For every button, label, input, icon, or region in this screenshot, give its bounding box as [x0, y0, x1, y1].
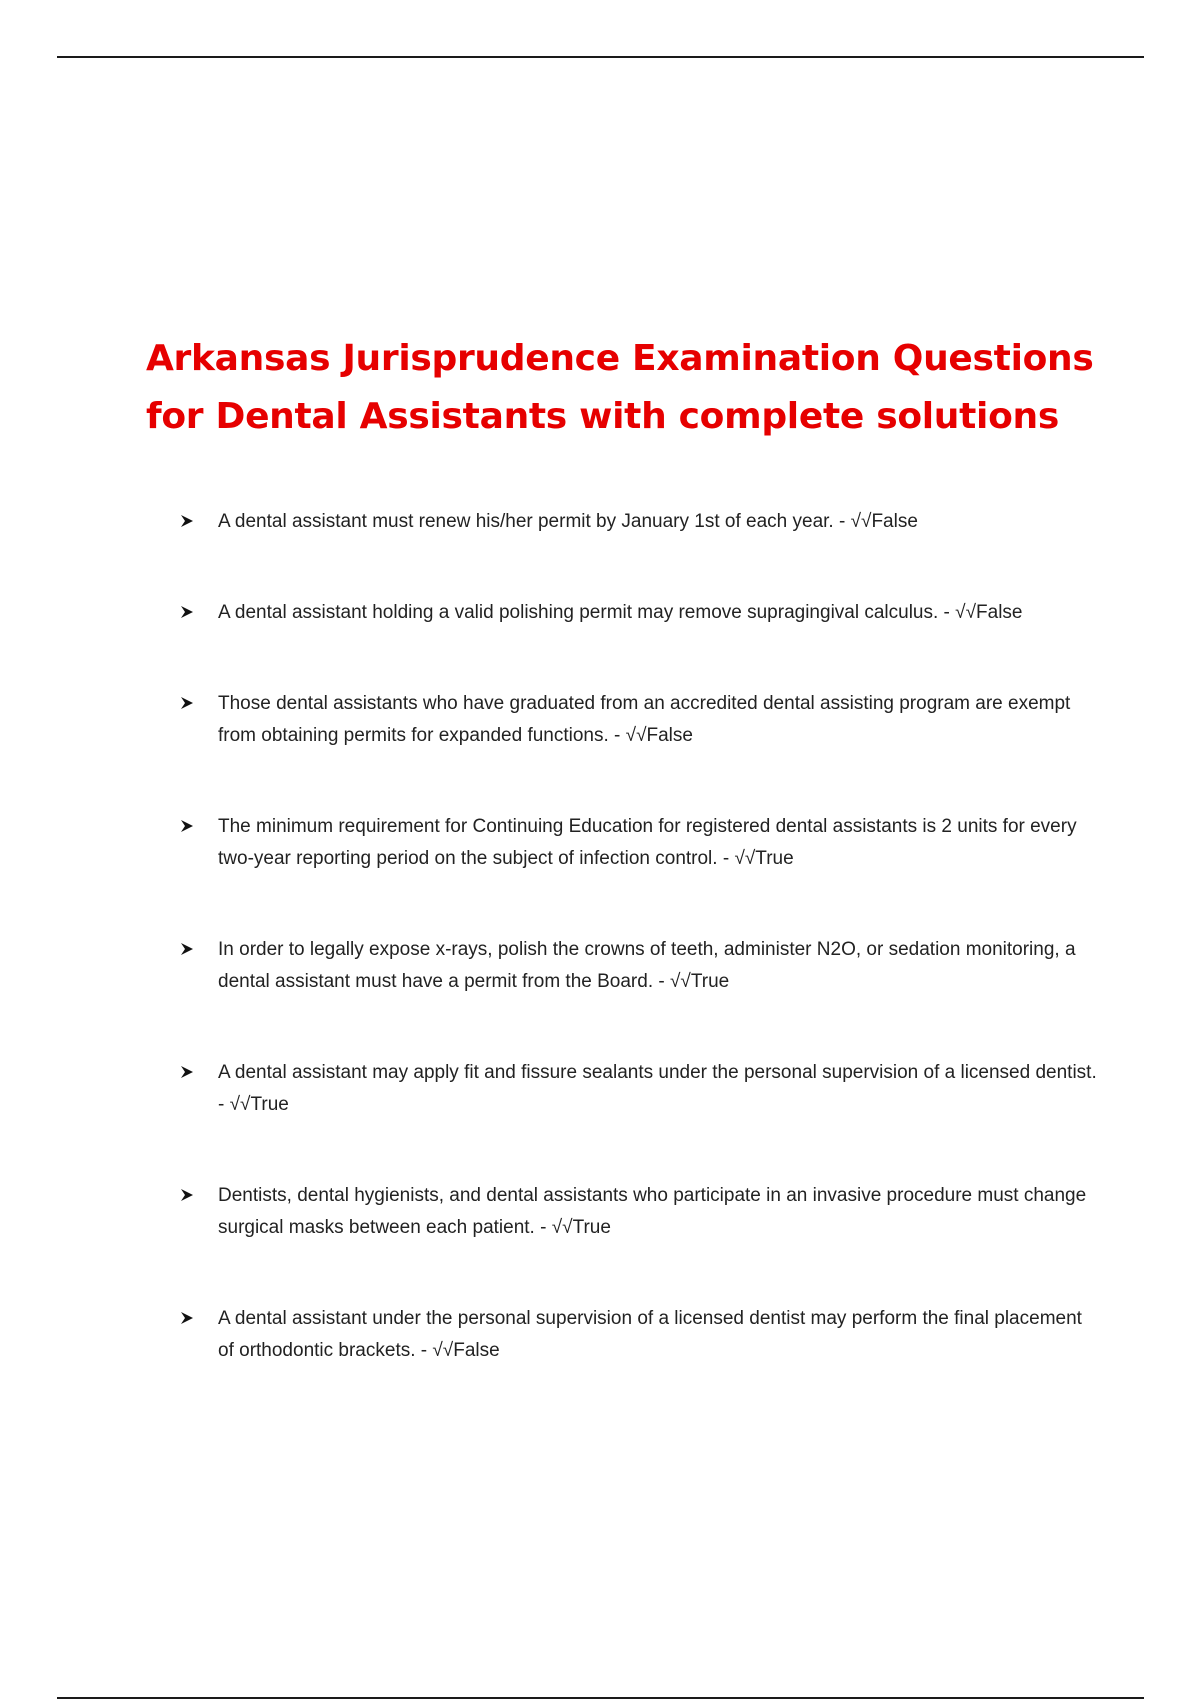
- question-text: In order to legally expose x-rays, polish the crowns of teeth, administer N2O, or sedation monitoring, a dental assistant must have a permit from the Board. - √√True: [218, 939, 1076, 992]
- arrowhead-bullet-icon: [180, 819, 194, 833]
- arrowhead-bullet-icon: [180, 1311, 194, 1325]
- arrowhead-bullet-icon: [180, 1065, 194, 1079]
- question-text: The minimum requirement for Continuing Education for registered dental assistants is 2 units for every two-year reporting period on the subject of infection control. - √√True: [218, 816, 1077, 869]
- arrowhead-bullet-icon: [180, 605, 194, 619]
- question-text: A dental assistant may apply fit and fissure sealants under the personal supervision of a licensed dentist. - √√True: [218, 1062, 1097, 1115]
- question-list: [180, 506, 1100, 1367]
- header-rule: [57, 56, 1144, 58]
- list-item: [180, 1303, 1100, 1367]
- question-text: Dentists, dental hygienists, and dental assistants who participate in an invasive procedure must change surgical masks between each patient. - √√True: [218, 1185, 1087, 1238]
- arrowhead-bullet-icon: [180, 514, 194, 528]
- question-text: A dental assistant holding a valid polishing permit may remove supragingival calculus. - √√False: [218, 602, 1023, 623]
- arrowhead-bullet-icon: [180, 1188, 194, 1202]
- list-item: [180, 811, 1100, 875]
- list-item: [180, 506, 1100, 538]
- arrowhead-bullet-icon: [180, 942, 194, 956]
- list-item: [180, 597, 1100, 629]
- arrowhead-bullet-icon: [180, 696, 194, 710]
- list-item: [180, 1057, 1100, 1121]
- question-text: A dental assistant must renew his/her permit by January 1st of each year. - √√False: [218, 511, 918, 532]
- list-item: [180, 688, 1100, 752]
- document-title: Arkansas Jurisprudence Examination Questions for Dental Assistants with complete solutions: [146, 338, 1094, 437]
- question-text: Those dental assistants who have graduated from an accredited dental assisting program are exempt from obtaining permits for expanded functions. - √√False: [218, 693, 1071, 746]
- question-text: A dental assistant under the personal supervision of a licensed dentist may perform the final placement of orthodontic brackets. - √√False: [218, 1308, 1082, 1361]
- footer-rule: [57, 1697, 1144, 1699]
- list-item: [180, 1180, 1100, 1244]
- list-item: [180, 934, 1100, 998]
